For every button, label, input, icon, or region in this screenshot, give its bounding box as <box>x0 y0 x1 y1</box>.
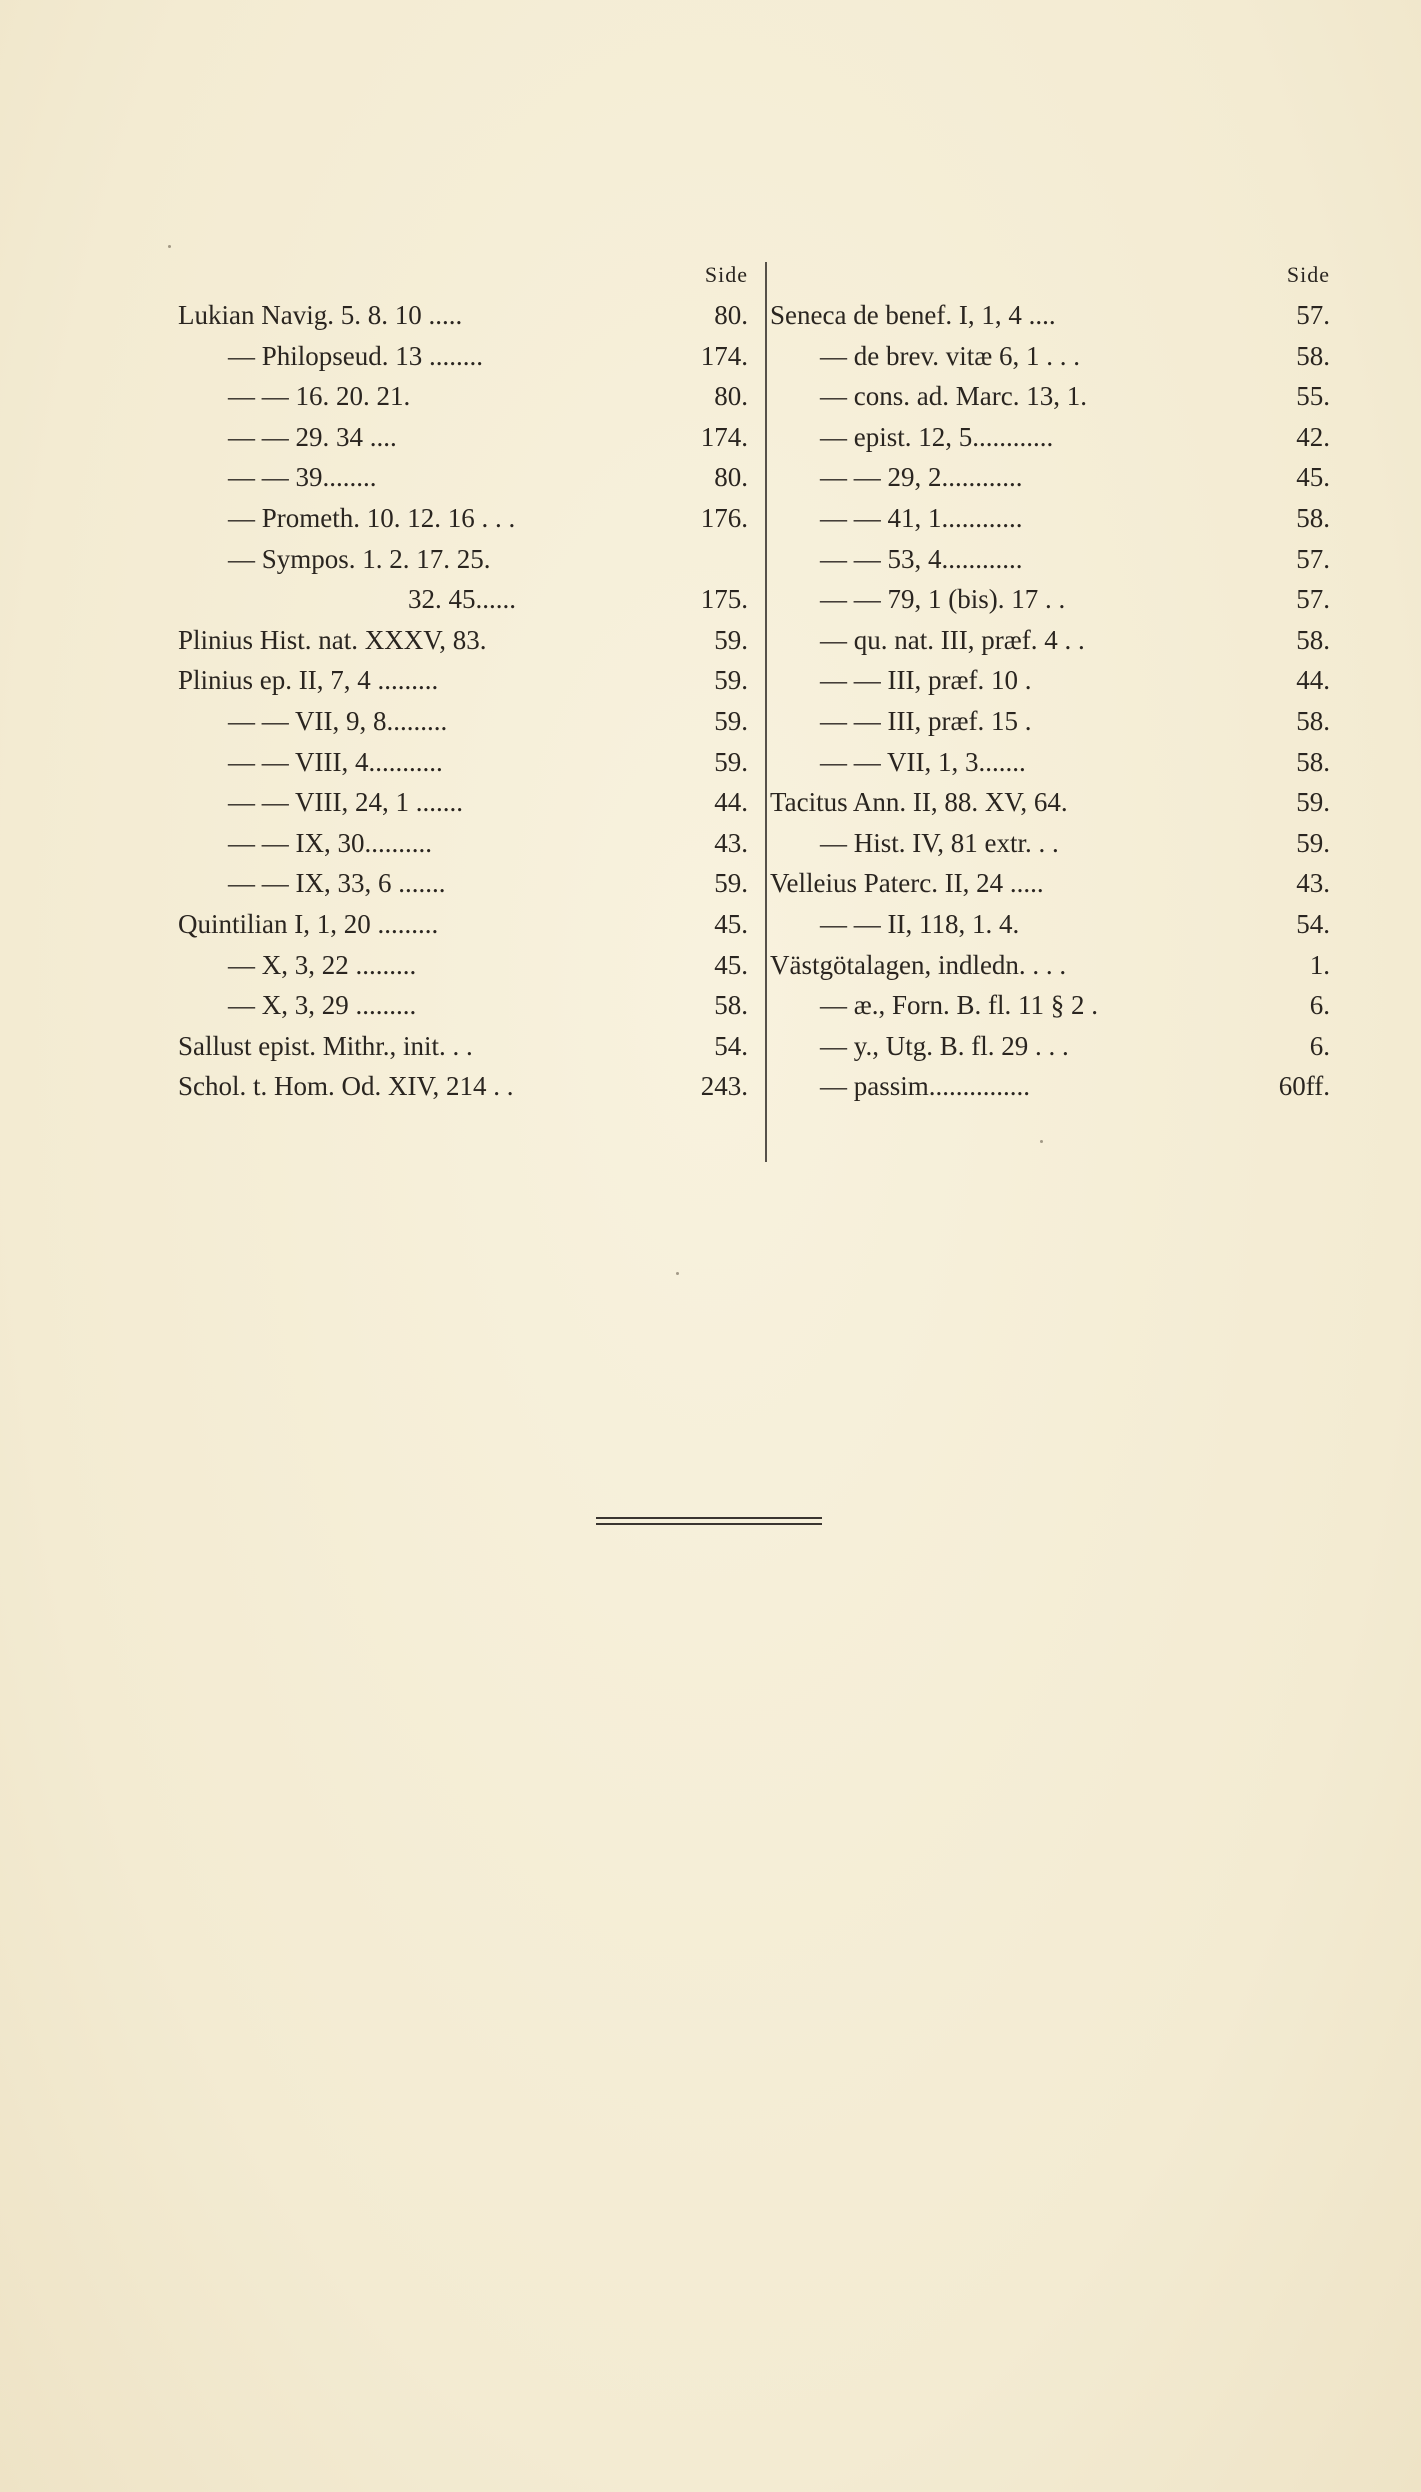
index-entry <box>178 539 748 580</box>
entry-page-number: 42. <box>1296 421 1330 452</box>
entry-reference: Plinius Hist. nat. XXXV, 83. <box>178 624 487 655</box>
index-entry <box>770 457 1330 498</box>
entry-page-number: 54. <box>1296 908 1330 939</box>
entry-page-number: 58. <box>1296 502 1330 533</box>
entry-reference: — — VIII, 4........... <box>228 746 443 777</box>
entry-page-number: 59. <box>714 705 748 736</box>
entry-page-number: 43. <box>1296 868 1330 899</box>
entry-reference: — — VIII, 24, 1 ....... <box>228 787 463 818</box>
entry-page-number: 59. <box>714 624 748 655</box>
index-entry <box>178 782 748 823</box>
index-entry <box>178 701 748 742</box>
index-entry <box>178 417 748 458</box>
index-entry <box>178 904 748 945</box>
entry-page-number: 58. <box>1296 624 1330 655</box>
index-entry <box>770 376 1330 417</box>
paper-speck <box>168 245 171 248</box>
index-entry <box>770 823 1330 864</box>
entry-page-number: 58. <box>1296 705 1330 736</box>
entry-reference: — X, 3, 22 ......... <box>228 949 417 980</box>
entry-page-number: 174. <box>700 340 748 371</box>
entry-page-number: 57. <box>1296 543 1330 574</box>
entry-reference: — — IX, 33, 6 ....... <box>228 868 446 899</box>
entry-page-number: 6. <box>1309 1030 1330 1061</box>
index-entry <box>178 376 748 417</box>
index-entry <box>770 742 1330 783</box>
entry-reference: — — VII, 9, 8......... <box>228 705 448 736</box>
index-entry <box>770 295 1330 336</box>
entry-page-number: 45. <box>714 908 748 939</box>
index-entry <box>178 823 748 864</box>
entry-page-number: 43. <box>714 827 748 858</box>
entry-reference: Västgötalagen, indledn. . . . <box>770 949 1067 980</box>
index-entry <box>770 579 1330 620</box>
index-entry <box>770 701 1330 742</box>
entry-page-number: 44. <box>1296 665 1330 696</box>
entry-reference: — Sympos. 1. 2. 17. 25. <box>228 543 491 574</box>
entry-page-number: 60ff. <box>1278 1071 1330 1102</box>
right-side-header: Side <box>1286 262 1330 287</box>
entry-page-number: 58. <box>714 990 748 1021</box>
entry-page-number: 55. <box>1296 381 1330 412</box>
entry-reference: — — II, 118, 1. 4. <box>820 908 1020 939</box>
index-entry <box>770 1026 1330 1067</box>
index-entry <box>770 336 1330 377</box>
index-entry <box>770 620 1330 661</box>
entry-page-number: 44. <box>714 787 748 818</box>
entry-reference: — Prometh. 10. 12. 16 . . . <box>228 502 516 533</box>
entry-reference: — — III, præf. 10 . <box>820 665 1032 696</box>
index-entry <box>178 660 748 701</box>
entry-reference: — epist. 12, 5............ <box>820 421 1054 452</box>
entry-reference: Seneca de benef. I, 1, 4 .... <box>770 300 1056 330</box>
entry-reference: — — 53, 4............ <box>820 543 1023 574</box>
entry-reference: Plinius ep. II, 7, 4 ......... <box>178 665 439 696</box>
entry-reference: — Hist. IV, 81 extr. . . <box>820 827 1059 858</box>
entry-page-number: 58. <box>1296 746 1330 777</box>
left-column <box>178 255 748 1107</box>
index-entry <box>770 660 1330 701</box>
entry-page-number: 80. <box>714 381 748 412</box>
index-entry <box>770 1066 1330 1107</box>
entry-reference: — qu. nat. III, præf. 4 . . <box>820 624 1085 655</box>
entry-reference: — X, 3, 29 ......... <box>228 990 417 1021</box>
entry-reference: Schol. t. Hom. Od. XIV, 214 . . <box>178 1071 514 1102</box>
index-entry <box>770 985 1330 1026</box>
entry-page-number: 45. <box>1296 462 1330 493</box>
paper-speck <box>1040 1140 1043 1143</box>
index-entry <box>178 295 748 336</box>
index-entry <box>178 457 748 498</box>
entry-page-number: 243. <box>700 1071 748 1102</box>
entry-reference: Quintilian I, 1, 20 ......... <box>178 908 439 939</box>
entry-reference: — — 16. 20. 21. <box>228 381 411 412</box>
entry-reference: — — 41, 1............ <box>820 502 1023 533</box>
index-entry <box>178 945 748 986</box>
column-divider <box>765 262 767 1162</box>
entry-page-number: 80. <box>714 462 748 493</box>
paper-speck <box>676 1272 679 1275</box>
index-entry <box>770 782 1330 823</box>
entry-reference: Lukian Navig. 5. 8. 10 ..... <box>178 300 463 330</box>
entry-page-number: 59. <box>714 868 748 899</box>
index-entry <box>770 417 1330 458</box>
right-column <box>770 255 1330 1107</box>
index-entry <box>770 945 1330 986</box>
index-entry <box>178 863 748 904</box>
entry-reference: — — 79, 1 (bis). 17 . . <box>820 584 1066 615</box>
entry-reference: — — III, præf. 15 . <box>820 705 1032 736</box>
entry-page-number: 6. <box>1309 990 1330 1021</box>
entry-reference: — — VII, 1, 3....... <box>820 746 1026 777</box>
entry-reference: — passim............... <box>820 1071 1031 1102</box>
index-entry <box>178 742 748 783</box>
index-entry <box>178 336 748 377</box>
entry-page-number: 176. <box>700 502 748 533</box>
entry-page-number: 59. <box>1296 787 1330 818</box>
entry-page-number: 1. <box>1309 949 1330 980</box>
entry-reference: — — 29, 2............ <box>820 462 1023 493</box>
index-entry <box>178 498 748 539</box>
closing-rule-bottom <box>596 1523 822 1525</box>
entry-page-number: 57. <box>1296 300 1330 330</box>
index-entry <box>770 863 1330 904</box>
index-entry <box>770 498 1330 539</box>
index-entry <box>178 620 748 661</box>
entry-page-number: 58. <box>1296 340 1330 371</box>
index-entry <box>770 904 1330 945</box>
entry-reference: Sallust epist. Mithr., init. . . <box>178 1030 473 1061</box>
entry-page-number: 59. <box>1296 827 1330 858</box>
index-entry <box>178 1026 748 1067</box>
entry-page-number: 54. <box>714 1030 748 1061</box>
entry-reference: — y., Utg. B. fl. 29 . . . <box>820 1030 1069 1061</box>
entry-page-number: 59. <box>714 665 748 696</box>
entry-reference: — — IX, 30.......... <box>228 827 432 858</box>
entry-page-number: 45. <box>714 949 748 980</box>
entry-reference: — — 29. 34 .... <box>228 421 397 452</box>
index-entry <box>178 1066 748 1107</box>
entry-reference: 32. 45...... <box>408 584 516 615</box>
entry-reference: — de brev. vitæ 6, 1 . . . <box>820 340 1080 371</box>
entry-reference: Tacitus Ann. II, 88. XV, 64. <box>770 787 1068 818</box>
closing-rule-top <box>596 1517 822 1519</box>
entry-page-number: 59. <box>714 746 748 777</box>
entry-page-number: 80. <box>714 300 748 330</box>
entry-reference: Velleius Paterc. II, 24 ..... <box>770 868 1044 899</box>
entry-page-number: 175. <box>700 584 748 615</box>
entry-page-number: 174. <box>700 421 748 452</box>
index-entry <box>770 539 1330 580</box>
entry-reference: — cons. ad. Marc. 13, 1. <box>820 381 1087 412</box>
entry-reference: — Philopseud. 13 ........ <box>228 340 484 371</box>
entry-reference: — — 39........ <box>228 462 377 493</box>
left-side-header: Side <box>704 262 748 287</box>
index-entry <box>178 985 748 1026</box>
right-entries <box>770 295 1330 1107</box>
entry-reference: — æ., Forn. B. fl. 11 § 2 . <box>820 990 1099 1021</box>
index-entry <box>178 579 748 620</box>
entry-page-number: 57. <box>1296 584 1330 615</box>
left-entries <box>178 295 748 1107</box>
